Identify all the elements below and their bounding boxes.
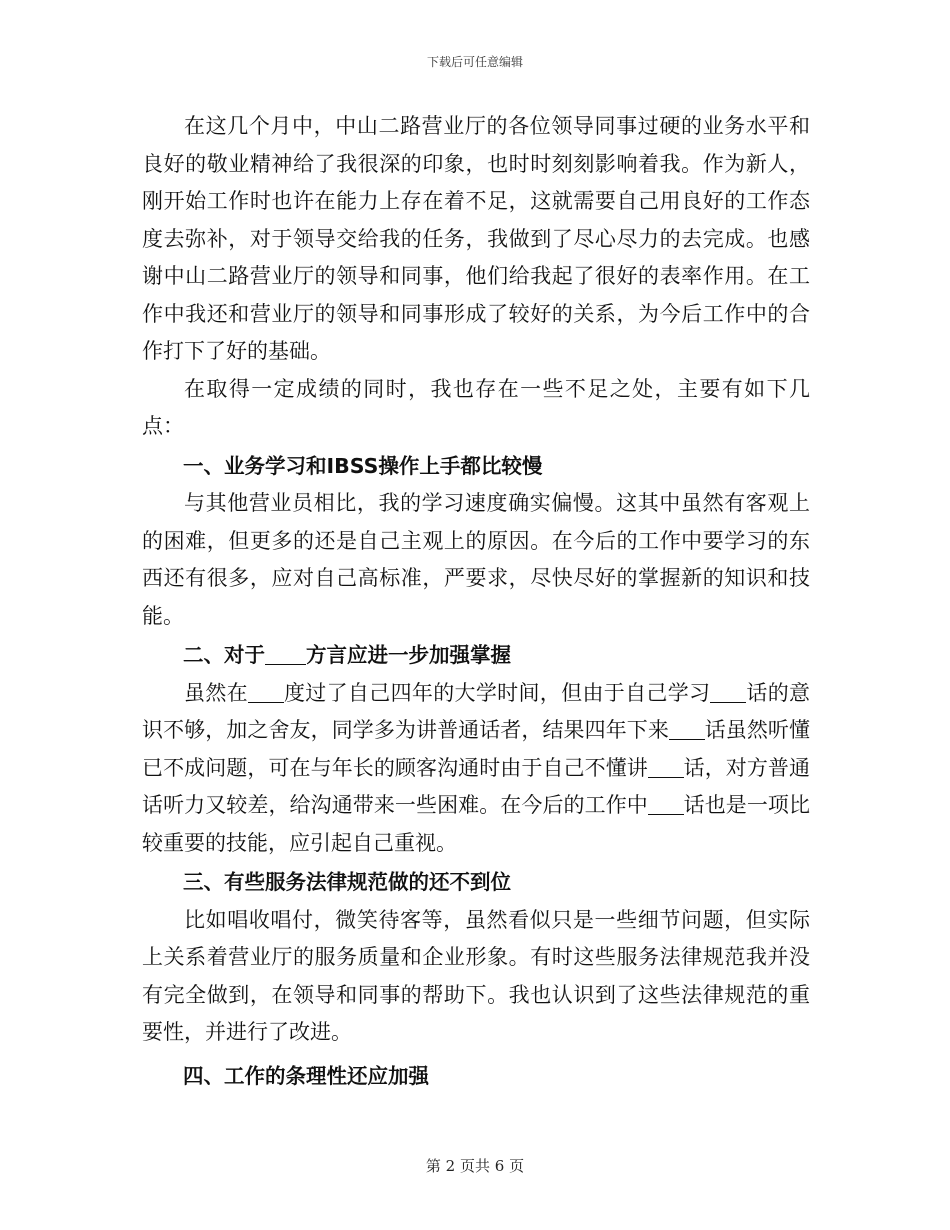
heading-section-2 xyxy=(142,637,810,675)
paragraph-section-2-part-3: 话的意识不够，加之舍友，同学多为讲普通话者，结果四年下来 xyxy=(142,680,811,742)
document-body xyxy=(142,108,810,1095)
paragraph-section-2-part-1: 虽然在 xyxy=(184,680,248,705)
paragraph-section-2-part-6: 话也是一项比较重要的技能，应引起自己重视。 xyxy=(142,793,811,855)
page-footer: 第 2 页共 6 页 xyxy=(425,1157,525,1175)
fill-blank-line xyxy=(648,793,684,815)
heading-section-4: 四、工作的条理性还应加强 xyxy=(183,1063,429,1088)
heading-section-3: 三、有些服务法律规范做的还不到位 xyxy=(183,870,511,894)
fill-blank-line xyxy=(265,644,306,666)
paragraph-intro: 在这几个月中，中山二路营业厅的各位领导同事过硬的业务水平和良好的敬业精神给了我很深的印象，也时时刻刻影响着我。作为新人，刚开始工作时也许在能力上存在着不足，这就需要自己用良好的工作态度去弥补，对于领导交给我的任务，我做到了尽心尽力的去完成。也感谢中山二路营业厅的领导和同事，他们给我起了很好的表率作用。在工作中我还和营业厅的领导和同事形成了较好的关系，为今后工作中的合作打下了好的基础。 xyxy=(142,114,810,363)
paragraph-section-2 xyxy=(142,675,810,863)
paragraph-section-1: 与其他营业员相比，我的学习速度确实偏慢。这其中虽然有客观上的困难，但更多的还是自己主观上的原因。在今后的工作中要学习的东西还有很多，应对自己高标准，严要求，尽快尽好的掌握新的知识和技能。 xyxy=(142,491,810,628)
paragraph-section-3: 比如唱收唱付，微笑待客等，虽然看似只是一些细节问题，但实际上关系着营业厅的服务质量和企业形象。有时这些服务法律规范我并没有完全做到，在领导和同事的帮助下。我也认识到了这些法律规范的重要性，并进行了改进。 xyxy=(142,907,810,1044)
fill-blank-line xyxy=(648,756,684,778)
paragraph-section-2-part-4: 话虽然听懂已不成问题，可在与年长的顾客沟通时由于自己不懂讲 xyxy=(142,718,811,780)
paragraph-section-2-part-2: 度过了自己四年的大学时间，但由于自己学习 xyxy=(283,680,711,705)
fill-blank-line xyxy=(248,681,284,703)
paragraph-shortcomings: 在取得一定成绩的同时，我也存在一些不足之处，主要有如下几点： xyxy=(142,376,810,438)
page-header: 下载后可任意编辑 xyxy=(426,55,523,69)
heading-section-1: 一、业务学习和IBSS操作上手都比较慢 xyxy=(183,453,543,478)
fill-blank-line xyxy=(669,718,705,740)
paragraph-section-2-part-5: 话，对方普通话听力又较差，给沟通带来一些困难。在今后的工作中 xyxy=(142,755,811,817)
fill-blank-line xyxy=(710,681,746,703)
heading-section-2-part-2: 方言应进一步加强掌握 xyxy=(306,643,511,667)
heading-section-2-part-1: 二、对于 xyxy=(183,643,265,667)
